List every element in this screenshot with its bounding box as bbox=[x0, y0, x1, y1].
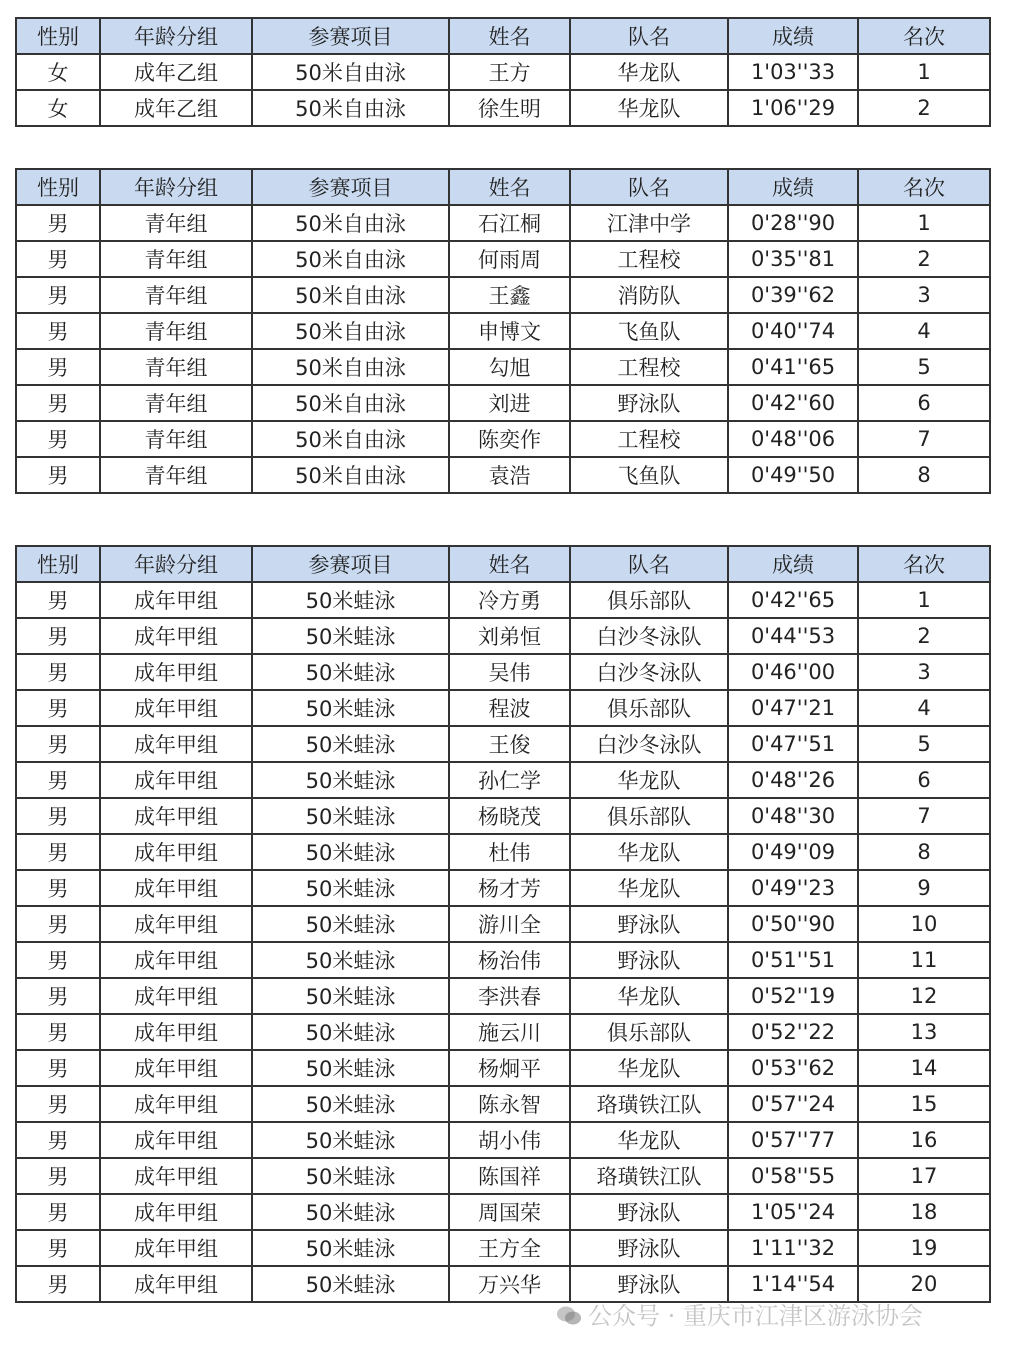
cell-name: 施云川 bbox=[449, 1014, 570, 1050]
cell-name: 胡小伟 bbox=[449, 1122, 570, 1158]
table-row bbox=[16, 1194, 990, 1230]
table-row bbox=[16, 1086, 990, 1122]
cell-result: 0'42''65 bbox=[728, 582, 858, 618]
cell-event: 50米自由泳 bbox=[252, 241, 449, 277]
cell-team: 俱乐部队 bbox=[570, 690, 728, 726]
table-row bbox=[16, 313, 990, 349]
cell-team: 江津中学 bbox=[570, 205, 728, 241]
cell-rank: 10 bbox=[858, 906, 990, 942]
table-row bbox=[16, 241, 990, 277]
cell-result: 0'48''06 bbox=[728, 421, 858, 457]
cell-rank: 14 bbox=[858, 1050, 990, 1086]
cell-event: 50米蛙泳 bbox=[252, 870, 449, 906]
header-age-group: 年龄分组 bbox=[100, 169, 252, 205]
cell-event: 50米蛙泳 bbox=[252, 942, 449, 978]
cell-event: 50米自由泳 bbox=[252, 349, 449, 385]
cell-age-group: 成年甲组 bbox=[100, 906, 252, 942]
cell-age-group: 成年乙组 bbox=[100, 90, 252, 126]
cell-event: 50米蛙泳 bbox=[252, 1266, 449, 1302]
cell-team: 白沙冬泳队 bbox=[570, 618, 728, 654]
watermark-text: 公众号 · 重庆市江津区游泳协会 bbox=[588, 1302, 923, 1330]
header-row bbox=[16, 18, 990, 54]
cell-event: 50米自由泳 bbox=[252, 277, 449, 313]
cell-gender: 男 bbox=[16, 834, 100, 870]
cell-team: 飞鱼队 bbox=[570, 313, 728, 349]
header-name: 姓名 bbox=[449, 18, 570, 54]
cell-rank: 3 bbox=[858, 277, 990, 313]
cell-name: 申博文 bbox=[449, 313, 570, 349]
cell-event: 50米自由泳 bbox=[252, 90, 449, 126]
cell-age-group: 成年甲组 bbox=[100, 1194, 252, 1230]
cell-result: 0'50''90 bbox=[728, 906, 858, 942]
cell-gender: 男 bbox=[16, 1194, 100, 1230]
cell-age-group: 成年甲组 bbox=[100, 1122, 252, 1158]
cell-rank: 18 bbox=[858, 1194, 990, 1230]
cell-team: 珞璜铁江队 bbox=[570, 1158, 728, 1194]
header-row bbox=[16, 546, 990, 582]
cell-result: 0'47''51 bbox=[728, 726, 858, 762]
cell-rank: 1 bbox=[858, 54, 990, 90]
cell-name: 石江桐 bbox=[449, 205, 570, 241]
cell-team: 华龙队 bbox=[570, 1122, 728, 1158]
table-row bbox=[16, 906, 990, 942]
cell-name: 陈奕作 bbox=[449, 421, 570, 457]
cell-result: 0'41''65 bbox=[728, 349, 858, 385]
cell-rank: 2 bbox=[858, 618, 990, 654]
cell-team: 飞鱼队 bbox=[570, 457, 728, 493]
header-rank: 名次 bbox=[858, 18, 990, 54]
header-name: 姓名 bbox=[449, 546, 570, 582]
cell-result: 1'11''32 bbox=[728, 1230, 858, 1266]
cell-result: 1'05''24 bbox=[728, 1194, 858, 1230]
cell-rank: 1 bbox=[858, 205, 990, 241]
cell-result: 0'28''90 bbox=[728, 205, 858, 241]
header-team: 队名 bbox=[570, 546, 728, 582]
cell-result: 1'14''54 bbox=[728, 1266, 858, 1302]
cell-gender: 女 bbox=[16, 54, 100, 90]
header-row bbox=[16, 169, 990, 205]
cell-gender: 男 bbox=[16, 1014, 100, 1050]
cell-gender: 男 bbox=[16, 798, 100, 834]
table-row bbox=[16, 385, 990, 421]
cell-team: 野泳队 bbox=[570, 1230, 728, 1266]
cell-name: 王鑫 bbox=[449, 277, 570, 313]
cell-gender: 男 bbox=[16, 1158, 100, 1194]
cell-gender: 男 bbox=[16, 762, 100, 798]
cell-age-group: 青年组 bbox=[100, 241, 252, 277]
cell-team: 消防队 bbox=[570, 277, 728, 313]
cell-gender: 女 bbox=[16, 90, 100, 126]
table-row bbox=[16, 1050, 990, 1086]
cell-age-group: 青年组 bbox=[100, 457, 252, 493]
cell-event: 50米自由泳 bbox=[252, 385, 449, 421]
table-row bbox=[16, 726, 990, 762]
cell-event: 50米蛙泳 bbox=[252, 1230, 449, 1266]
cell-name: 陈永智 bbox=[449, 1086, 570, 1122]
cell-gender: 男 bbox=[16, 277, 100, 313]
table-row bbox=[16, 978, 990, 1014]
cell-team: 野泳队 bbox=[570, 906, 728, 942]
cell-rank: 17 bbox=[858, 1158, 990, 1194]
header-event: 参赛项目 bbox=[252, 18, 449, 54]
cell-age-group: 成年甲组 bbox=[100, 1158, 252, 1194]
cell-name: 吴伟 bbox=[449, 654, 570, 690]
header-rank: 名次 bbox=[858, 546, 990, 582]
table-row bbox=[16, 205, 990, 241]
cell-age-group: 成年甲组 bbox=[100, 582, 252, 618]
cell-team: 野泳队 bbox=[570, 1194, 728, 1230]
cell-rank: 7 bbox=[858, 798, 990, 834]
cell-result: 0'58''55 bbox=[728, 1158, 858, 1194]
cell-age-group: 成年甲组 bbox=[100, 618, 252, 654]
cell-result: 0'39''62 bbox=[728, 277, 858, 313]
cell-gender: 男 bbox=[16, 906, 100, 942]
cell-team: 华龙队 bbox=[570, 978, 728, 1014]
wechat-icon bbox=[556, 1305, 582, 1327]
header-team: 队名 bbox=[570, 18, 728, 54]
cell-rank: 3 bbox=[858, 654, 990, 690]
table-row bbox=[16, 421, 990, 457]
cell-gender: 男 bbox=[16, 1086, 100, 1122]
cell-name: 杨晓茂 bbox=[449, 798, 570, 834]
cell-age-group: 成年甲组 bbox=[100, 654, 252, 690]
cell-team: 俱乐部队 bbox=[570, 1014, 728, 1050]
cell-rank: 9 bbox=[858, 870, 990, 906]
cell-event: 50米自由泳 bbox=[252, 313, 449, 349]
cell-rank: 6 bbox=[858, 762, 990, 798]
cell-team: 工程校 bbox=[570, 349, 728, 385]
table-row bbox=[16, 349, 990, 385]
cell-age-group: 成年乙组 bbox=[100, 54, 252, 90]
cell-result: 0'51''51 bbox=[728, 942, 858, 978]
cell-event: 50米蛙泳 bbox=[252, 1194, 449, 1230]
cell-event: 50米蛙泳 bbox=[252, 726, 449, 762]
cell-gender: 男 bbox=[16, 1230, 100, 1266]
cell-age-group: 成年甲组 bbox=[100, 1086, 252, 1122]
cell-name: 勾旭 bbox=[449, 349, 570, 385]
cell-event: 50米蛙泳 bbox=[252, 906, 449, 942]
cell-name: 何雨周 bbox=[449, 241, 570, 277]
cell-gender: 男 bbox=[16, 313, 100, 349]
cell-name: 袁浩 bbox=[449, 457, 570, 493]
cell-result: 0'48''30 bbox=[728, 798, 858, 834]
cell-name: 孙仁学 bbox=[449, 762, 570, 798]
header-result: 成绩 bbox=[728, 169, 858, 205]
table-row bbox=[16, 1122, 990, 1158]
cell-gender: 男 bbox=[16, 726, 100, 762]
table-row bbox=[16, 54, 990, 90]
cell-rank: 7 bbox=[858, 421, 990, 457]
cell-event: 50米蛙泳 bbox=[252, 834, 449, 870]
cell-team: 工程校 bbox=[570, 241, 728, 277]
cell-name: 杜伟 bbox=[449, 834, 570, 870]
cell-name: 徐生明 bbox=[449, 90, 570, 126]
cell-rank: 12 bbox=[858, 978, 990, 1014]
cell-team: 华龙队 bbox=[570, 90, 728, 126]
cell-result: 0'52''22 bbox=[728, 1014, 858, 1050]
cell-event: 50米自由泳 bbox=[252, 457, 449, 493]
cell-gender: 男 bbox=[16, 654, 100, 690]
table-row bbox=[16, 690, 990, 726]
cell-age-group: 青年组 bbox=[100, 277, 252, 313]
cell-age-group: 成年甲组 bbox=[100, 978, 252, 1014]
cell-team: 工程校 bbox=[570, 421, 728, 457]
table-row bbox=[16, 798, 990, 834]
cell-result: 0'42''60 bbox=[728, 385, 858, 421]
cell-result: 0'35''81 bbox=[728, 241, 858, 277]
cell-event: 50米蛙泳 bbox=[252, 1014, 449, 1050]
cell-event: 50米自由泳 bbox=[252, 205, 449, 241]
cell-name: 陈国祥 bbox=[449, 1158, 570, 1194]
cell-event: 50米蛙泳 bbox=[252, 690, 449, 726]
results-table-youth-freestyle bbox=[15, 168, 991, 494]
cell-age-group: 成年甲组 bbox=[100, 690, 252, 726]
cell-event: 50米蛙泳 bbox=[252, 654, 449, 690]
cell-result: 0'57''24 bbox=[728, 1086, 858, 1122]
table-row bbox=[16, 654, 990, 690]
cell-age-group: 成年甲组 bbox=[100, 834, 252, 870]
cell-team: 俱乐部队 bbox=[570, 582, 728, 618]
cell-gender: 男 bbox=[16, 978, 100, 1014]
header-name: 姓名 bbox=[449, 169, 570, 205]
table-row bbox=[16, 1014, 990, 1050]
cell-name: 刘弟恒 bbox=[449, 618, 570, 654]
cell-result: 0'49''09 bbox=[728, 834, 858, 870]
header-gender: 性别 bbox=[16, 18, 100, 54]
cell-gender: 男 bbox=[16, 870, 100, 906]
cell-name: 杨炯平 bbox=[449, 1050, 570, 1086]
table-row bbox=[16, 1230, 990, 1266]
cell-event: 50米蛙泳 bbox=[252, 762, 449, 798]
cell-gender: 男 bbox=[16, 421, 100, 457]
cell-team: 俱乐部队 bbox=[570, 798, 728, 834]
cell-team: 华龙队 bbox=[570, 870, 728, 906]
cell-age-group: 成年甲组 bbox=[100, 1230, 252, 1266]
cell-gender: 男 bbox=[16, 457, 100, 493]
cell-name: 杨才芳 bbox=[449, 870, 570, 906]
cell-rank: 4 bbox=[858, 690, 990, 726]
cell-rank: 13 bbox=[858, 1014, 990, 1050]
cell-name: 周国荣 bbox=[449, 1194, 570, 1230]
cell-event: 50米蛙泳 bbox=[252, 1122, 449, 1158]
cell-rank: 11 bbox=[858, 942, 990, 978]
header-team: 队名 bbox=[570, 169, 728, 205]
table-row bbox=[16, 90, 990, 126]
cell-rank: 15 bbox=[858, 1086, 990, 1122]
header-event: 参赛项目 bbox=[252, 169, 449, 205]
cell-age-group: 成年甲组 bbox=[100, 1014, 252, 1050]
table-row bbox=[16, 1158, 990, 1194]
cell-event: 50米自由泳 bbox=[252, 54, 449, 90]
cell-team: 野泳队 bbox=[570, 1266, 728, 1302]
cell-result: 0'40''74 bbox=[728, 313, 858, 349]
header-gender: 性别 bbox=[16, 546, 100, 582]
cell-age-group: 青年组 bbox=[100, 421, 252, 457]
cell-name: 王俊 bbox=[449, 726, 570, 762]
header-rank: 名次 bbox=[858, 169, 990, 205]
cell-rank: 6 bbox=[858, 385, 990, 421]
cell-rank: 5 bbox=[858, 726, 990, 762]
cell-gender: 男 bbox=[16, 690, 100, 726]
cell-event: 50米蛙泳 bbox=[252, 618, 449, 654]
cell-rank: 20 bbox=[858, 1266, 990, 1302]
table-row bbox=[16, 834, 990, 870]
cell-team: 白沙冬泳队 bbox=[570, 654, 728, 690]
cell-name: 杨治伟 bbox=[449, 942, 570, 978]
header-result: 成绩 bbox=[728, 18, 858, 54]
cell-age-group: 成年甲组 bbox=[100, 726, 252, 762]
table-row bbox=[16, 762, 990, 798]
cell-gender: 男 bbox=[16, 385, 100, 421]
cell-age-group: 青年组 bbox=[100, 349, 252, 385]
cell-gender: 男 bbox=[16, 582, 100, 618]
cell-name: 王方 bbox=[449, 54, 570, 90]
cell-gender: 男 bbox=[16, 1266, 100, 1302]
cell-result: 0'53''62 bbox=[728, 1050, 858, 1086]
cell-gender: 男 bbox=[16, 349, 100, 385]
table-row bbox=[16, 870, 990, 906]
cell-age-group: 成年甲组 bbox=[100, 1050, 252, 1086]
cell-result: 1'06''29 bbox=[728, 90, 858, 126]
cell-team: 华龙队 bbox=[570, 54, 728, 90]
cell-rank: 16 bbox=[858, 1122, 990, 1158]
table-row bbox=[16, 277, 990, 313]
cell-rank: 1 bbox=[858, 582, 990, 618]
cell-name: 王方全 bbox=[449, 1230, 570, 1266]
header-age-group: 年龄分组 bbox=[100, 18, 252, 54]
cell-age-group: 青年组 bbox=[100, 205, 252, 241]
cell-age-group: 成年甲组 bbox=[100, 762, 252, 798]
cell-result: 0'49''23 bbox=[728, 870, 858, 906]
header-age-group: 年龄分组 bbox=[100, 546, 252, 582]
cell-name: 程波 bbox=[449, 690, 570, 726]
cell-name: 李洪春 bbox=[449, 978, 570, 1014]
cell-event: 50米蛙泳 bbox=[252, 582, 449, 618]
cell-team: 野泳队 bbox=[570, 942, 728, 978]
table-row bbox=[16, 582, 990, 618]
cell-gender: 男 bbox=[16, 1122, 100, 1158]
cell-rank: 2 bbox=[858, 241, 990, 277]
results-table-women-b-freestyle bbox=[15, 17, 991, 127]
cell-age-group: 成年甲组 bbox=[100, 870, 252, 906]
cell-age-group: 成年甲组 bbox=[100, 942, 252, 978]
cell-result: 0'48''26 bbox=[728, 762, 858, 798]
table-row bbox=[16, 942, 990, 978]
cell-rank: 8 bbox=[858, 457, 990, 493]
cell-name: 刘进 bbox=[449, 385, 570, 421]
cell-event: 50米蛙泳 bbox=[252, 978, 449, 1014]
cell-result: 0'47''21 bbox=[728, 690, 858, 726]
cell-name: 游川全 bbox=[449, 906, 570, 942]
cell-gender: 男 bbox=[16, 205, 100, 241]
cell-event: 50米蛙泳 bbox=[252, 1086, 449, 1122]
cell-team: 华龙队 bbox=[570, 762, 728, 798]
header-result: 成绩 bbox=[728, 546, 858, 582]
cell-result: 0'57''77 bbox=[728, 1122, 858, 1158]
cell-team: 珞璜铁江队 bbox=[570, 1086, 728, 1122]
cell-name: 万兴华 bbox=[449, 1266, 570, 1302]
cell-gender: 男 bbox=[16, 942, 100, 978]
cell-result: 0'49''50 bbox=[728, 457, 858, 493]
cell-team: 华龙队 bbox=[570, 834, 728, 870]
cell-team: 白沙冬泳队 bbox=[570, 726, 728, 762]
cell-result: 0'52''19 bbox=[728, 978, 858, 1014]
cell-age-group: 青年组 bbox=[100, 385, 252, 421]
cell-result: 0'44''53 bbox=[728, 618, 858, 654]
header-event: 参赛项目 bbox=[252, 546, 449, 582]
cell-rank: 19 bbox=[858, 1230, 990, 1266]
cell-age-group: 成年甲组 bbox=[100, 1266, 252, 1302]
table-row bbox=[16, 618, 990, 654]
cell-age-group: 成年甲组 bbox=[100, 798, 252, 834]
cell-rank: 2 bbox=[858, 90, 990, 126]
cell-team: 野泳队 bbox=[570, 385, 728, 421]
cell-event: 50米自由泳 bbox=[252, 421, 449, 457]
cell-rank: 5 bbox=[858, 349, 990, 385]
cell-result: 1'03''33 bbox=[728, 54, 858, 90]
table-row bbox=[16, 1266, 990, 1302]
cell-rank: 4 bbox=[858, 313, 990, 349]
results-table-men-a-breaststroke bbox=[15, 545, 991, 1303]
cell-gender: 男 bbox=[16, 241, 100, 277]
cell-team: 华龙队 bbox=[570, 1050, 728, 1086]
cell-age-group: 青年组 bbox=[100, 313, 252, 349]
cell-gender: 男 bbox=[16, 618, 100, 654]
cell-result: 0'46''00 bbox=[728, 654, 858, 690]
cell-gender: 男 bbox=[16, 1050, 100, 1086]
cell-event: 50米蛙泳 bbox=[252, 1158, 449, 1194]
table-row bbox=[16, 457, 990, 493]
cell-event: 50米蛙泳 bbox=[252, 798, 449, 834]
cell-event: 50米蛙泳 bbox=[252, 1050, 449, 1086]
cell-rank: 8 bbox=[858, 834, 990, 870]
cell-name: 冷方勇 bbox=[449, 582, 570, 618]
header-gender: 性别 bbox=[16, 169, 100, 205]
